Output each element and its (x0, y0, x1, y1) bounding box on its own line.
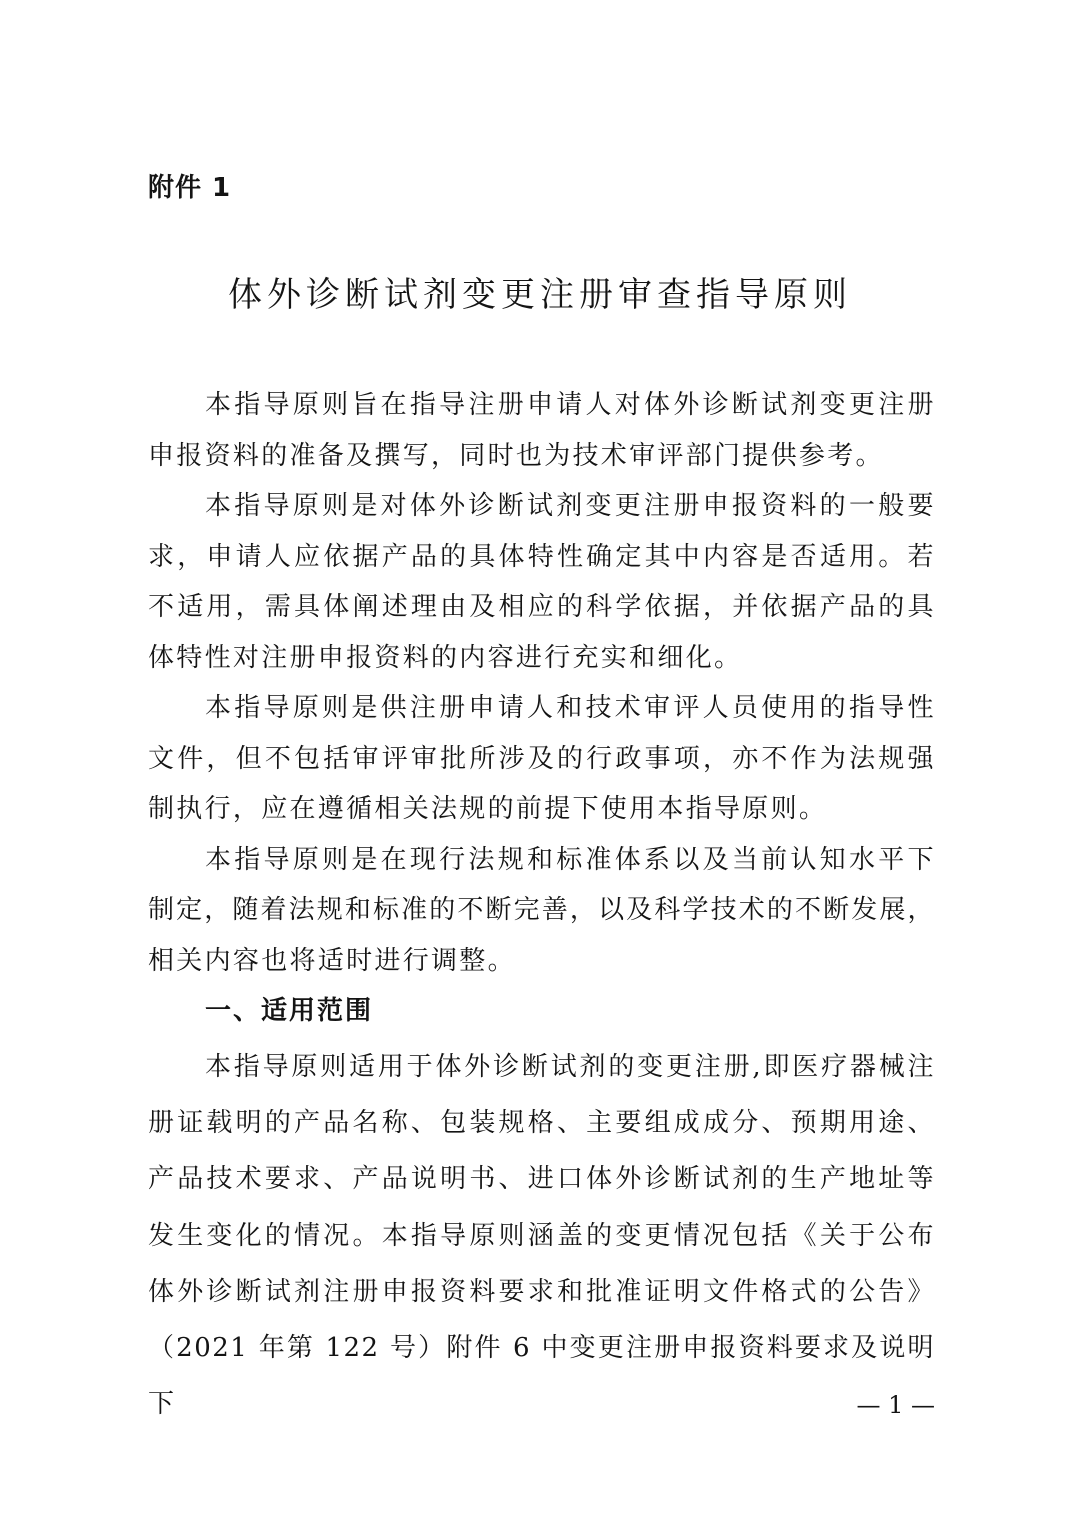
intro-section (148, 380, 935, 986)
scope-section (148, 1039, 935, 1420)
paragraph-line: （2021 年第 122 号）附件 6 中变更注册申报资料要求及说明下 (148, 1332, 935, 1420)
paragraph-line: 本指导原则是供注册申请人和技术审评人员使用的指导性 (205, 693, 935, 723)
attachment-label: 附件 1 (148, 173, 232, 203)
intro-paragraph-2 (148, 481, 935, 683)
paragraph-line: 体外诊断试剂注册申报资料要求和批准证明文件格式的公告》 (148, 1276, 935, 1307)
paragraph-line: 本指导原则旨在指导注册申请人对体外诊断试剂变更注册 (205, 390, 935, 420)
scope-paragraph (148, 1039, 935, 1420)
paragraph-line: 制定，随着法规和标准的不断完善，以及科学技术的不断发展， (148, 895, 935, 925)
paragraph-line: 发生变化的情况。本指导原则涵盖的变更情况包括《关于公布 (148, 1220, 935, 1251)
section-heading-scope: 一、适用范围 (205, 996, 374, 1026)
paragraph-line: 文件，但不包括审评审批所涉及的行政事项，亦不作为法规强 (148, 743, 935, 774)
paragraph-line: 本指导原则是在现行法规和标准体系以及当前认知水平下 (205, 844, 935, 875)
paragraph-line: 制执行，应在遵循相关法规的前提下使用本指导原则。 (148, 794, 828, 824)
intro-paragraph-4 (148, 835, 935, 987)
intro-paragraph-3 (148, 683, 935, 835)
paragraph-line: 不适用，需具体阐述理由及相应的科学依据，并依据产品的具 (148, 592, 935, 622)
paragraph-line: 本指导原则是对体外诊断试剂变更注册申报资料的一般要 (205, 491, 935, 521)
document-title: 体外诊断试剂变更注册审查指导原则 (228, 275, 852, 315)
intro-paragraph-1 (148, 380, 935, 481)
paragraph-line: 产品技术要求、产品说明书、进口体外诊断试剂的生产地址等 (148, 1164, 935, 1195)
paragraph-line: 相关内容也将适时进行调整。 (148, 945, 516, 976)
page-number: — 1 — (856, 1391, 935, 1419)
paragraph-line: 求，申请人应依据产品的具体特性确定其中内容是否适用。若 (148, 541, 935, 572)
paragraph-line: 申报资料的准备及撰写，同时也为技术审评部门提供参考。 (148, 440, 884, 471)
paragraph-line: 本指导原则适用于体外诊断试剂的变更注册,即医疗器械注 (205, 1052, 935, 1082)
paragraph-line: 体特性对注册申报资料的内容进行充实和细化。 (148, 642, 743, 673)
paragraph-line: 册证载明的产品名称、包装规格、主要组成成分、预期用途、 (148, 1108, 935, 1139)
